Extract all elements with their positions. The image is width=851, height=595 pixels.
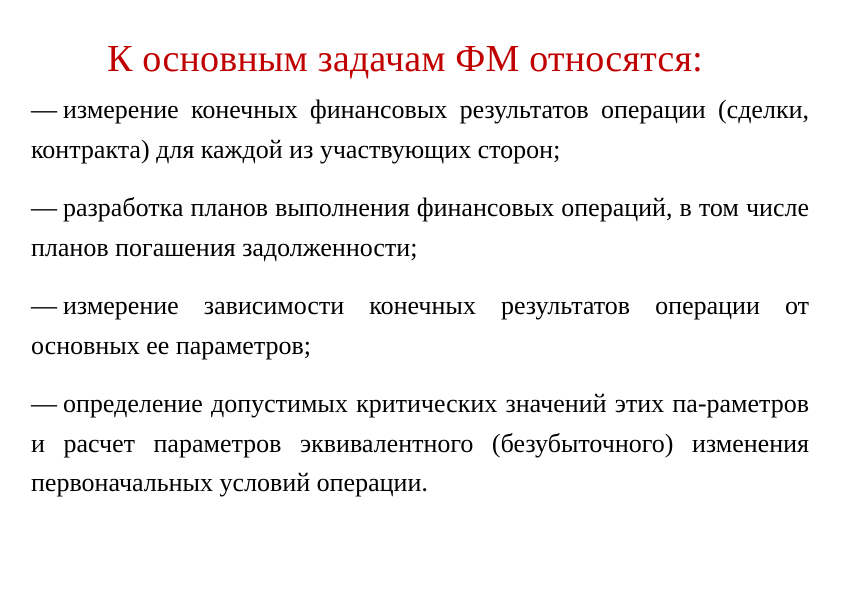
bullet-dash: —: [31, 291, 57, 320]
slide-title: К основным задачам ФМ относятся:: [107, 38, 703, 80]
list-item: [31, 384, 809, 503]
bullet-dash: —: [31, 95, 57, 124]
task-list: [31, 90, 809, 503]
list-item: [31, 188, 809, 267]
list-item-text: измерение конечных финансовых результатов операции (сделки, контракта) для каждой из участвующих сторон;: [31, 95, 809, 164]
list-item: [31, 286, 809, 365]
list-item: [31, 90, 809, 169]
bullet-dash: —: [31, 389, 57, 418]
list-item-text: измерение зависимости конечных результатов операции от основных ее параметров;: [31, 291, 809, 360]
list-item-text: разработка планов выполнения финансовых операций, в том числе планов погашения задолженности;: [31, 193, 809, 262]
bullet-dash: —: [31, 193, 57, 222]
list-item-text: определение допустимых критических значений этих па-раметров и расчет параметров эквивалентного (безубыточного) изменения первоначальных условий операции.: [31, 389, 809, 497]
